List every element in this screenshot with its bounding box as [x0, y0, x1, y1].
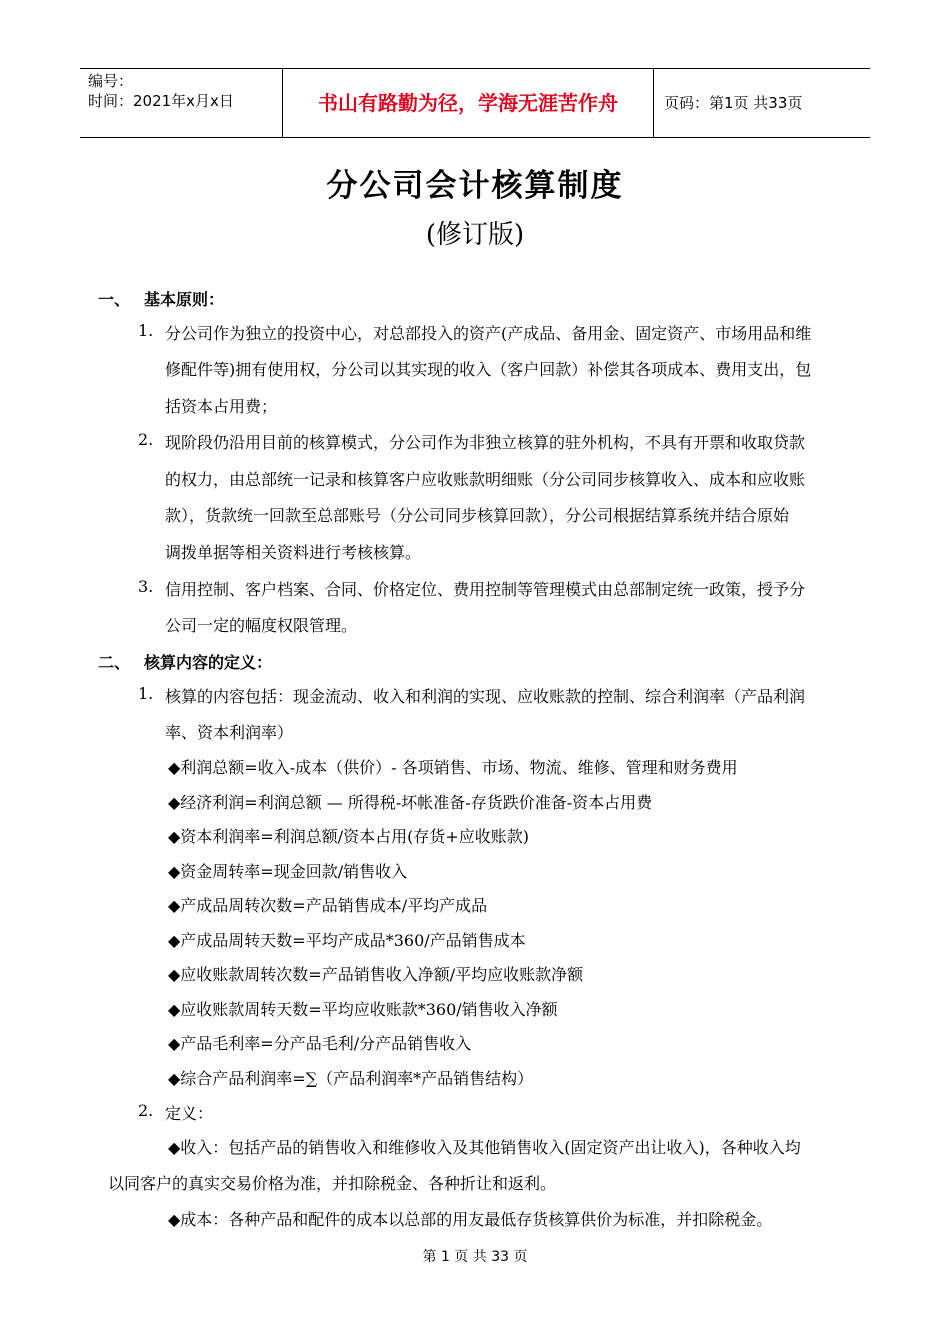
definition-line: 以同客户的真实交易价格为准，并扣除税金、各种折让和返利。 [108, 1174, 557, 1193]
formula-line: ◆产品毛利率=分产品毛利/分产品销售收入 [168, 1034, 472, 1053]
item-number: 3. [138, 577, 154, 596]
document-subtitle: (修订版) [425, 220, 525, 250]
page-footer: 第 1 页 共 33 页 [422, 1249, 528, 1265]
document-header [80, 68, 870, 138]
document-title: 分公司会计核算制度 [326, 168, 624, 204]
section-2-heading: 核算内容的定义： [144, 653, 273, 672]
formula-line: ◆产成品周转天数=平均产成品*360/产品销售成本 [168, 931, 526, 950]
section-1-number: 一、 [98, 290, 131, 309]
paragraph-line: 核算的内容包括：现金流动、收入和利润的实现、应收账款的控制、综合利润率（产品利润 [165, 687, 806, 706]
number-label: 编号： [88, 72, 134, 90]
paragraph-line: 修配件等)拥有使用权，分公司以其实现的收入（客户回款）补偿其各项成本、费用支出，包 [165, 360, 812, 379]
header-motto: 书山有路勤为径，学海无涯苦作舟 [282, 69, 654, 137]
header-left [88, 71, 288, 111]
paragraph-line: 调拨单据等相关资料进行考核核算。 [165, 543, 422, 562]
paragraph-line: 的权力，由总部统一记录和核算客户应收账款明细账（分公司同步核算收入、成本和应收账 [165, 470, 806, 489]
definition-line: ◆成本：各种产品和配件的成本以总部的用友最低存货核算供价为标准，并扣除税金。 [168, 1210, 773, 1229]
formula-line: ◆应收账款周转天数=平均应收账款*360/销售收入净额 [168, 1000, 558, 1019]
section-1-heading: 基本原则： [144, 290, 225, 309]
item-number: 2. [138, 430, 154, 449]
paragraph-line: 信用控制、客户档案、合同、价格定位、费用控制等管理模式由总部制定统一政策，授予分 [165, 580, 806, 599]
formula-line: ◆资金周转率=现金回款/销售收入 [168, 862, 408, 881]
formula-line: ◆应收账款周转次数=产品销售收入净额/平均应收账款净额 [168, 965, 584, 984]
formula-line: ◆产成品周转次数=产品销售成本/平均产成品 [168, 896, 488, 915]
paragraph-line: 现阶段仍沿用目前的核算模式，分公司作为非独立核算的驻外机构，不具有开票和收取贷款 [165, 433, 806, 452]
section-2-number: 二、 [98, 653, 131, 672]
definition-line: ◆收入：包括产品的销售收入和维修收入及其他销售收入(固定资产出让收入)，各种收入均 [168, 1138, 801, 1157]
item-number: 2. [138, 1101, 154, 1120]
item-number: 1. [138, 321, 154, 340]
formula-line: ◆经济利润=利润总额 — 所得税-坏帐准备-存货跌价准备-资本占用费 [168, 793, 653, 812]
formula-line: ◆利润总额=收入-成本（供价）- 各项销售、市场、物流、维修、管理和财务费用 [168, 758, 738, 777]
date-label: 时间：2021年x月x日 [88, 92, 234, 110]
paragraph-line: 括资本占用费； [165, 397, 278, 416]
item-number: 1. [138, 684, 154, 703]
paragraph-line: 分公司作为独立的投资中心，对总部投入的资产(产成品、备用金、固定资产、市场用品和维 [165, 324, 812, 343]
paragraph-line: 率、资本利润率） [165, 723, 294, 742]
paragraph-line: 款），货款统一回款至总部账号（分公司同步核算回款），分公司根据结算系统并结合原始 [165, 506, 790, 525]
formula-line: ◆资本利润率=利润总额/资本占用(存货+应收账款) [168, 827, 529, 846]
header-page-info: 页码：第1页 共33页 [664, 94, 803, 112]
formula-line: ◆综合产品利润率=∑（产品利润率*产品销售结构） [168, 1069, 534, 1088]
definition-label: 定义： [165, 1104, 214, 1123]
paragraph-line: 公司一定的幅度权限管理。 [165, 616, 358, 635]
